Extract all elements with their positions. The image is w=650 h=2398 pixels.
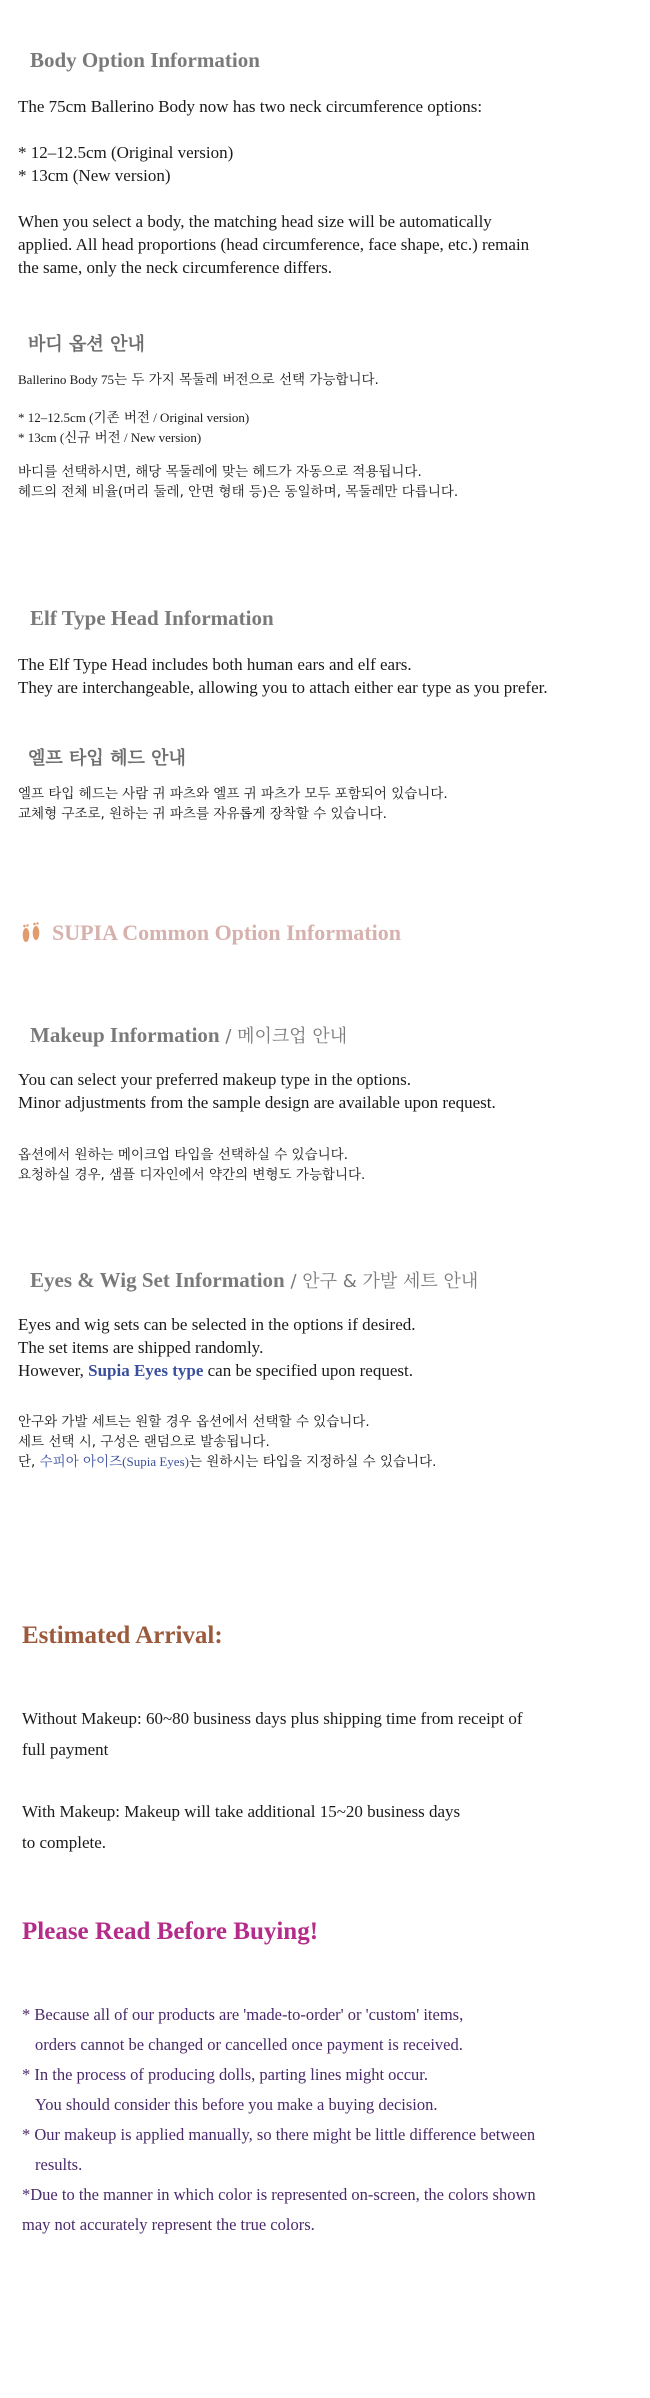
- eyes-wig-line-1: Eyes and wig sets can be selected in the options if desired.: [18, 1315, 416, 1334]
- note-line: *Due to the manner in which color is represented on-screen, the colors shown: [22, 2185, 536, 2204]
- eyes-wig-korean: [0, 1412, 650, 1472]
- estimated-with-makeup: [0, 1796, 650, 1858]
- makeup-kr-line-2: 요청하실 경우, 샘플 디자인에서 약간의 변형도 가능합니다.: [18, 1167, 366, 1183]
- makeup-title: Makeup Information / 메이크업 안내: [30, 1023, 348, 1047]
- notes-list: [0, 2000, 650, 2240]
- read-before-title: Please Read Before Buying!: [22, 1918, 319, 1945]
- without-makeup-line-1: Without Makeup: 60~80 business days plus shipping time from receipt of: [22, 1709, 523, 1728]
- body-option-kr-option-2: * 13cm (신규 버전 / New version): [18, 430, 202, 446]
- eyes-wig-kr-line-1: 안구와 가발 세트는 원할 경우 옵션에서 선택할 수 있습니다.: [18, 1414, 370, 1430]
- note-line: You should consider this before you make a buying decision.: [35, 2095, 438, 2114]
- estimated-without-makeup: [0, 1703, 650, 1765]
- note-line: orders cannot be changed or cancelled once payment is received.: [35, 2035, 463, 2054]
- elf-head-english: [0, 653, 650, 699]
- supia-common-title: SUPIA Common Option Information: [52, 920, 401, 945]
- elf-head-kr-title: 엘프 타입 헤드 안내: [28, 748, 186, 769]
- eyes-wig-line-2: The set items are shipped randomly.: [18, 1338, 264, 1357]
- read-before-notes: [0, 2000, 650, 2240]
- makeup-section: [0, 1022, 650, 1048]
- body-option-kr-note-1: 바디를 선택하시면, 해당 목둘레에 맞는 헤드가 자동으로 적용됩니다.: [18, 464, 422, 480]
- body-option-intro: The 75cm Ballerino Body now has two neck circumference options:: [18, 97, 483, 116]
- note-line: * In the process of producing dolls, parting lines might occur.: [22, 2065, 429, 2084]
- makeup-english: [0, 1068, 650, 1114]
- elf-head-kr-line-1: 엘프 타입 헤드는 사람 귀 파츠와 엘프 귀 파츠가 모두 포함되어 있습니다.: [18, 786, 448, 802]
- body-option-kr-intro: Ballerino Body 75는 두 가지 목둘레 버전으로 선택 가능합니다.: [18, 372, 379, 388]
- with-makeup-line-1: With Makeup: Makeup will take additional 15~20 business days: [22, 1802, 461, 1821]
- body-option-section: [0, 48, 650, 73]
- note-line: results.: [35, 2155, 83, 2174]
- eyes-wig-line-3: However, Supia Eyes type can be specified upon request.: [18, 1361, 413, 1380]
- estimated-arrival-title: Estimated Arrival:: [22, 1622, 223, 1649]
- eyes-wig-kr-line-2: 세트 선택 시, 구성은 랜덤으로 발송됩니다.: [18, 1434, 270, 1450]
- supia-eyes-type-highlight: Supia Eyes type: [88, 1361, 204, 1380]
- body-option-title: Body Option Information: [30, 48, 260, 72]
- read-before-section: [0, 1918, 650, 1946]
- eyes-wig-english: [0, 1313, 650, 1382]
- eyes-wig-section: [0, 1267, 650, 1293]
- makeup-kr-title: 메이크업 안내: [237, 1026, 348, 1047]
- elf-head-title: Elf Type Head Information: [30, 606, 274, 630]
- elf-head-line-2: They are interchangeable, allowing you to attach either ear type as you prefer.: [18, 678, 548, 697]
- body-option-kr-title: 바디 옵션 안내: [28, 334, 145, 355]
- eyes-wig-kr-line-3: 단, 수피아 아이즈(Supia Eyes)는 원하시는 타입을 지정하실 수 있습니다.: [18, 1454, 437, 1470]
- body-option-option-2: * 13cm (New version): [18, 166, 171, 185]
- supia-common-heading: [0, 920, 650, 946]
- footprints-icon: [18, 920, 44, 946]
- estimated-arrival-section: [0, 1622, 650, 1650]
- elf-head-kr-line-2: 교체형 구조로, 원하는 귀 파츠를 자유롭게 장착할 수 있습니다.: [18, 806, 387, 822]
- body-option-note-1: When you select a body, the matching head size will be automatically: [18, 212, 492, 231]
- note-line: * Our makeup is applied manually, so there might be little difference between: [22, 2125, 536, 2144]
- elf-head-section: [0, 606, 650, 631]
- body-option-kr-option-1: * 12–12.5cm (기존 버전 / Original version): [18, 410, 250, 426]
- body-option-english: [0, 95, 650, 279]
- body-option-note-2: applied. All head proportions (head circumference, face shape, etc.) remain: [18, 235, 530, 254]
- makeup-line-2: Minor adjustments from the sample design are available upon request.: [18, 1093, 496, 1112]
- with-makeup-line-2: to complete.: [22, 1833, 107, 1852]
- eyes-wig-kr-title: 안구 & 가발 세트 안내: [302, 1271, 479, 1292]
- makeup-line-1: You can select your preferred makeup type in the options.: [18, 1070, 411, 1089]
- eyes-wig-title: Eyes & Wig Set Information / 안구 & 가발 세트 안내: [30, 1268, 479, 1292]
- supia-eyes-kr-highlight: 수피아 아이즈(Supia Eyes): [39, 1454, 189, 1470]
- without-makeup-line-2: full payment: [22, 1740, 109, 1759]
- body-option-korean: [0, 330, 650, 502]
- body-option-option-1: * 12–12.5cm (Original version): [18, 143, 234, 162]
- makeup-kr-line-1: 옵션에서 원하는 메이크업 타입을 선택하실 수 있습니다.: [18, 1147, 348, 1163]
- body-option-note-3: the same, only the neck circumference differs.: [18, 258, 333, 277]
- makeup-korean: [0, 1145, 650, 1185]
- supia-common-section: [0, 920, 650, 946]
- elf-head-line-1: The Elf Type Head includes both human ears and elf ears.: [18, 655, 412, 674]
- body-option-kr-note-2: 헤드의 전체 비율(머리 둘레, 안면 형태 등)은 동일하며, 목둘레만 다릅니다.: [18, 484, 459, 500]
- elf-head-korean: [0, 744, 650, 824]
- note-line: * Because all of our products are 'made-to-order' or 'custom' items,: [22, 2005, 464, 2024]
- note-line: may not accurately represent the true colors.: [22, 2215, 315, 2234]
